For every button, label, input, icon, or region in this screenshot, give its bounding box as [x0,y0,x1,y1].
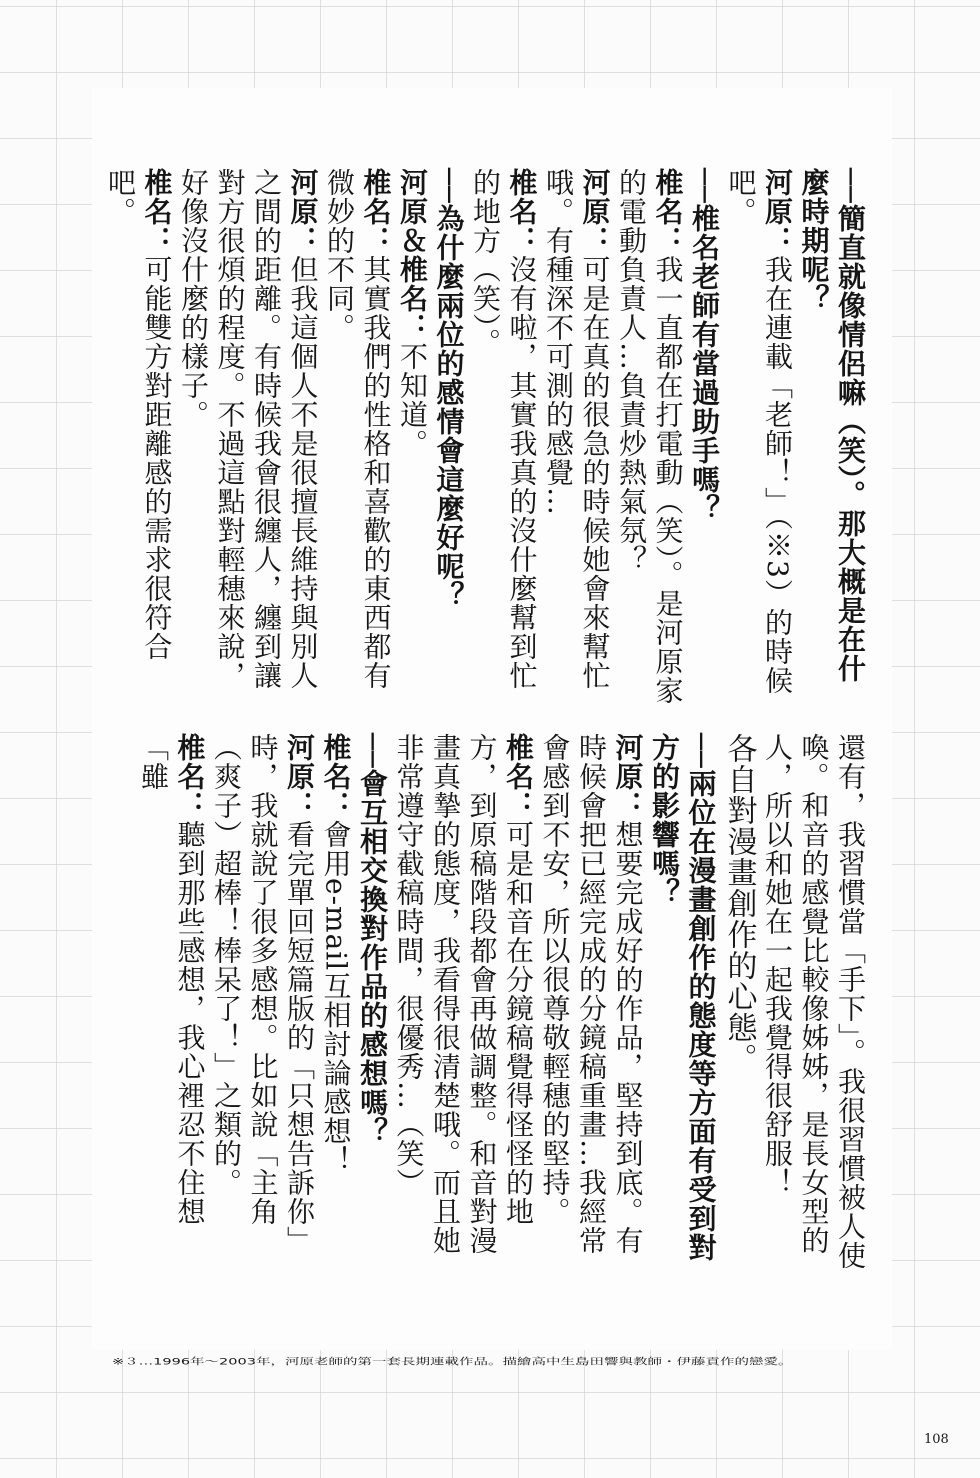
section-heading [719,733,759,1273]
question-text: ──簡直就像情侶嘛（笑）。那大概是在什麼時期呢？ [797,168,867,683]
answer-text: 還有，我習慣當「手下」。我很習慣被人使喚。和音的感覺比較像姊姊，是長女型的人，所以和她在一起我覺得很舒服！ [761,733,867,1270]
page-number: 108 [924,1432,949,1447]
interview-answer [135,733,208,1273]
interview-answer [175,168,321,708]
speaker-label: 河原： [286,168,320,255]
answer-text: 其實我們的性格和喜歡的東西都有微妙的不同。 [323,168,393,690]
speaker-label: 河原： [761,168,794,255]
interview-answer [394,168,431,708]
interview-answer [317,733,354,1273]
interview-answer [759,733,869,1273]
answer-text: 會用e-mail互相討論感想！ [319,820,353,1175]
speaker-label: 椎名： [505,168,539,255]
interview-answer [467,168,540,708]
speaker-label: 椎名： [651,168,685,255]
answer-text: 聽到那些感想，我心裡忍不住想「雖 [137,733,207,1226]
answer-text: 沒有啦，其實我真的沒什麼幫到忙的地方（笑）。 [469,168,539,690]
answer-text: 但我這個人不是很擅長維持與別人之間的距離。有時候我會很纏人，纏到讓對方很煩的程度。不過這點對輕穗來說，好像沒什麼的樣子。 [177,168,320,690]
interview-question [795,168,868,708]
speaker-label: 椎名： [359,168,393,255]
interview-question [646,733,719,1273]
speaker-label: 河原： [611,733,645,820]
question-text: ──會互相交換對作品的感想嗎？ [356,733,389,1146]
interview-column-top [102,168,869,708]
interview-question [354,733,391,1273]
interview-answer [613,168,686,708]
question-text: ──椎名老師有當過助手嗎？ [688,168,721,523]
answer-text: 可能雙方對距離感的需求很符合吧。 [104,168,174,661]
interview-answer [102,168,175,708]
section-heading-text: 各自對漫畫創作的心態。 [721,733,757,1074]
answer-text: 看完單回短篇版的「只想告訴你」時，我就說了很多感想。比如說「主角（爽子）超棒！棒呆了！」之類的。 [210,733,316,1255]
question-text: ──為什麼兩位的感情會這麼好呢？ [432,168,466,610]
interview-answer [208,733,318,1273]
interview-column-bottom [135,733,869,1273]
interview-answer [540,168,613,708]
answer-text: 不知道。 [396,342,429,458]
speaker-label: 椎名： [502,733,535,820]
answer-text: 我在連載「老師！」（※3）的時候吧。 [724,168,794,695]
answer-text: 可是在真的很急的時候她會來幫忙哦。有種深不可測的感覺… [542,168,612,690]
interview-answer [390,733,536,1273]
interview-question [686,168,723,708]
interview-answer [321,168,394,708]
interview-question [430,168,467,708]
speaker-label: 河原： [578,168,612,255]
footnote: ※３…1996年～2003年，河原老師的第一套長期連載作品。描繪高中生島田響與教師・伊藤貢作的戀愛。 [112,1357,793,1368]
speaker-label: 椎名： [173,733,207,820]
answer-text: 我一直都在打電動（笑）。是河原家的電動負責人…負責炒熱氣氛？ [615,168,685,705]
speaker-label: 河原： [283,733,316,820]
speaker-label: 椎名： [319,733,353,820]
interview-answer [536,733,646,1273]
answer-text: 可是和音在分鏡稿覺得怪怪的地方，到原稿階段都會再做調整。和音對漫畫真摯的態度，我看得很清楚哦。而且她非常遵守截稿時間，很優秀…（笑） [392,733,535,1255]
question-text: ──兩位在漫畫創作的態度等方面有受到對方的影響嗎？ [648,733,718,1262]
speaker-label: 河原＆椎名： [396,168,429,342]
answer-text: 想要完成好的作品，堅持到底。有時候會把已經完成的分鏡稿重畫…我經常會感到不安，所以很尊敬輕穗的堅持。 [538,733,645,1255]
speaker-label: 椎名： [140,168,174,255]
interview-answer [722,168,795,708]
